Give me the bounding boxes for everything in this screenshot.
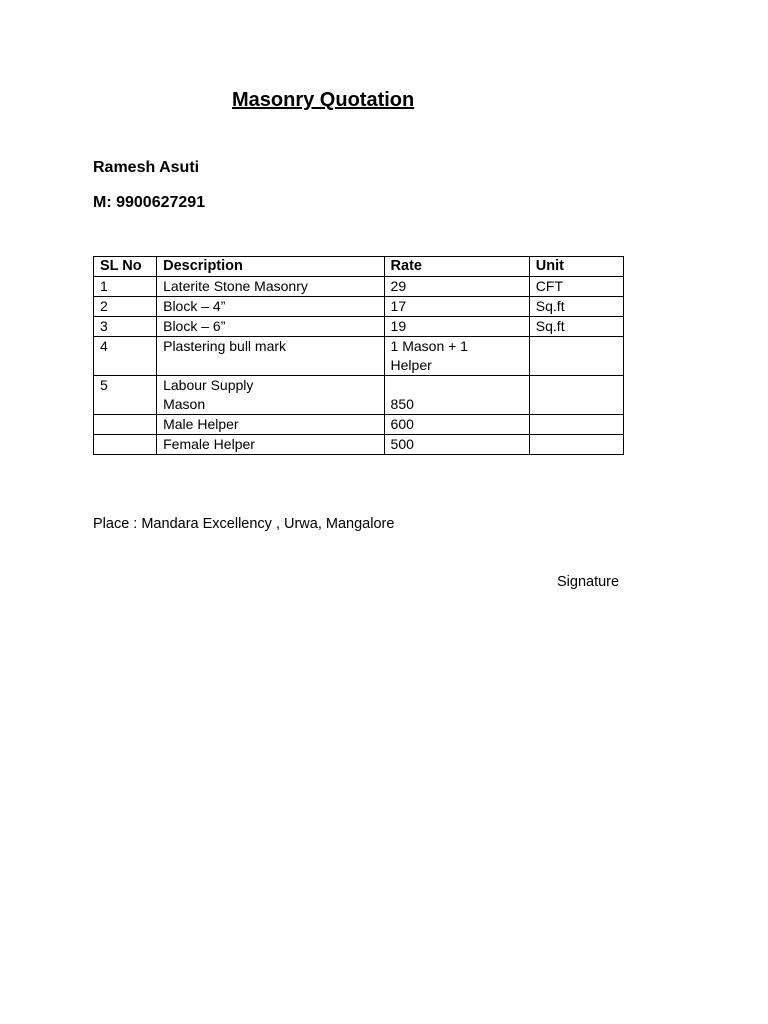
cell-unit <box>529 337 623 376</box>
cell-sl-no <box>94 435 157 455</box>
cell-sl-no: 5 <box>94 376 157 415</box>
cell-description: Female Helper <box>157 435 384 455</box>
cell-rate: 19 <box>384 317 529 337</box>
document-title: Masonry Quotation <box>232 89 415 111</box>
cell-rate: 500 <box>384 435 529 455</box>
signature-label: Signature <box>557 574 620 590</box>
cell-unit <box>529 435 623 455</box>
cell-sl-no: 1 <box>94 277 157 297</box>
table-row <box>94 435 624 455</box>
table-header-row <box>94 257 624 277</box>
cell-rate: 600 <box>384 415 529 435</box>
cell-rate-line: 1 Mason + 1 <box>390 338 468 354</box>
header-rate: Rate <box>384 257 529 277</box>
cell-sl-no: 3 <box>94 317 157 337</box>
contractor-name: Ramesh Asuti <box>93 159 200 176</box>
table-row <box>94 415 624 435</box>
cell-unit <box>529 415 623 435</box>
header-description: Description <box>157 257 384 277</box>
cell-rate-line <box>391 376 523 395</box>
table-row <box>94 297 624 317</box>
cell-unit <box>529 376 623 415</box>
cell-rate-line: Helper <box>390 357 432 373</box>
table-row <box>94 317 624 337</box>
cell-sl-no: 2 <box>94 297 157 317</box>
cell-rate <box>384 337 529 376</box>
cell-sl-no <box>94 415 157 435</box>
cell-description: Block – 6” <box>157 317 384 337</box>
cell-rate <box>384 376 529 415</box>
table-row <box>94 337 624 376</box>
header-unit: Unit <box>529 257 623 277</box>
cell-rate: 29 <box>384 277 529 297</box>
cell-rate-line: 850 <box>390 396 414 412</box>
cell-description: Laterite Stone Masonry <box>157 277 384 297</box>
place-line: Place : Mandara Excellency , Urwa, Mangalore <box>93 516 395 532</box>
table-row <box>94 376 624 415</box>
cell-description-line: Mason <box>163 396 206 412</box>
cell-description: Block – 4” <box>157 297 384 317</box>
table-row <box>94 277 624 297</box>
contractor-phone: M: 9900627291 <box>93 194 206 211</box>
cell-unit: Sq.ft <box>529 297 623 317</box>
cell-unit: CFT <box>529 277 623 297</box>
cell-description: Male Helper <box>157 415 384 435</box>
cell-description-line: Labour Supply <box>163 377 254 393</box>
cell-description <box>157 376 384 415</box>
cell-sl-no: 4 <box>94 337 157 376</box>
cell-rate: 17 <box>384 297 529 317</box>
cell-description: Plastering bull mark <box>157 337 384 376</box>
cell-unit: Sq.ft <box>529 317 623 337</box>
header-sl-no: SL No <box>94 257 157 277</box>
quotation-table <box>93 256 624 455</box>
